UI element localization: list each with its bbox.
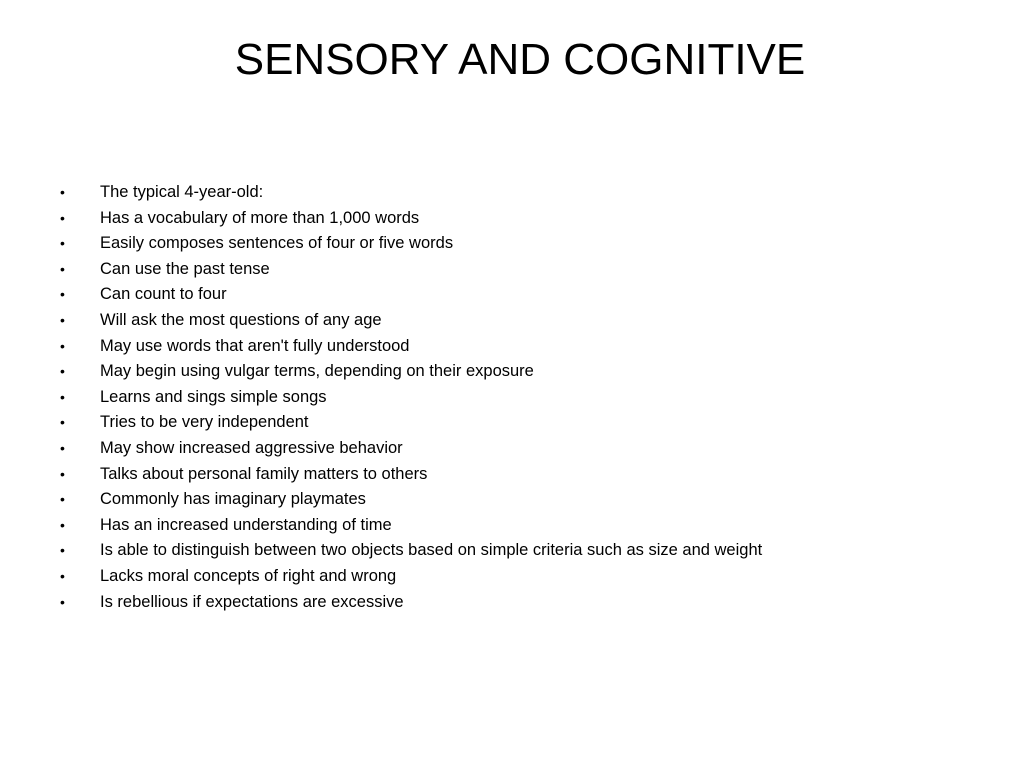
bullet-text: Tries to be very independent [100, 413, 309, 432]
bullet-text: Is able to distinguish between two objects based on simple criteria such as size and weight [100, 541, 763, 560]
bullet-text: The typical 4-year-old: [100, 183, 264, 201]
bullet-item [60, 590, 762, 616]
bullet-mark: • [60, 388, 65, 405]
bullet-item [60, 513, 762, 539]
bullet-text: Learns and sings simple songs [100, 387, 327, 406]
bullet-mark: • [60, 260, 65, 277]
bullet-mark: • [60, 414, 65, 431]
bullet-item [60, 180, 762, 206]
bullet-item [60, 538, 762, 564]
bullet-item [60, 231, 762, 257]
bullet-text: Lacks moral concepts of right and wrong [100, 566, 397, 585]
bullet-text: Easily composes sentences of four or five words [100, 234, 454, 253]
bullet-mark: • [60, 439, 65, 456]
bullet-item [60, 436, 762, 462]
bullet-mark: • [60, 311, 65, 328]
bullet-list [60, 180, 762, 615]
bullet-item [60, 282, 762, 308]
bullet-text: May begin using vulgar terms, depending on their exposure [100, 362, 534, 381]
bullet-text: Is rebellious if expectations are excessive [100, 592, 404, 611]
bullet-item [60, 257, 762, 283]
bullet-item [60, 410, 762, 436]
bullet-item [60, 385, 762, 411]
bullet-item [60, 462, 762, 488]
bullet-item [60, 564, 762, 590]
bullet-mark: • [60, 337, 65, 354]
bullet-item [60, 359, 762, 385]
bullet-mark: • [60, 465, 65, 482]
bullet-text: Can count to four [100, 285, 227, 304]
bullet-item [60, 206, 762, 232]
bullet-mark: • [60, 593, 65, 610]
bullet-item [60, 308, 762, 334]
bullet-mark: • [60, 363, 65, 380]
bullet-item [60, 334, 762, 360]
bullet-mark: • [60, 516, 65, 533]
bullet-text: Commonly has imaginary playmates [100, 490, 366, 509]
bullet-text: May show increased aggressive behavior [100, 438, 403, 457]
bullet-mark: • [60, 235, 65, 252]
bullet-mark: • [60, 286, 65, 303]
bullet-text: Has an increased understanding of time [100, 515, 392, 534]
bullet-text: Has a vocabulary of more than 1,000 words [100, 208, 420, 227]
bullet-text: May use words that aren't fully understood [100, 336, 410, 355]
bullet-mark: • [60, 184, 65, 200]
bullet-item [60, 487, 762, 513]
bullet-mark: • [60, 542, 65, 559]
bullet-text: Talks about personal family matters to others [100, 464, 428, 483]
bullet-text: Will ask the most questions of any age [100, 310, 382, 329]
bullet-mark: • [60, 491, 65, 508]
slide-title: SENSORY AND COGNITIVE [234, 35, 806, 84]
bullet-mark: • [60, 209, 65, 226]
bullet-text: Can use the past tense [100, 259, 270, 278]
bullet-mark: • [60, 567, 65, 584]
